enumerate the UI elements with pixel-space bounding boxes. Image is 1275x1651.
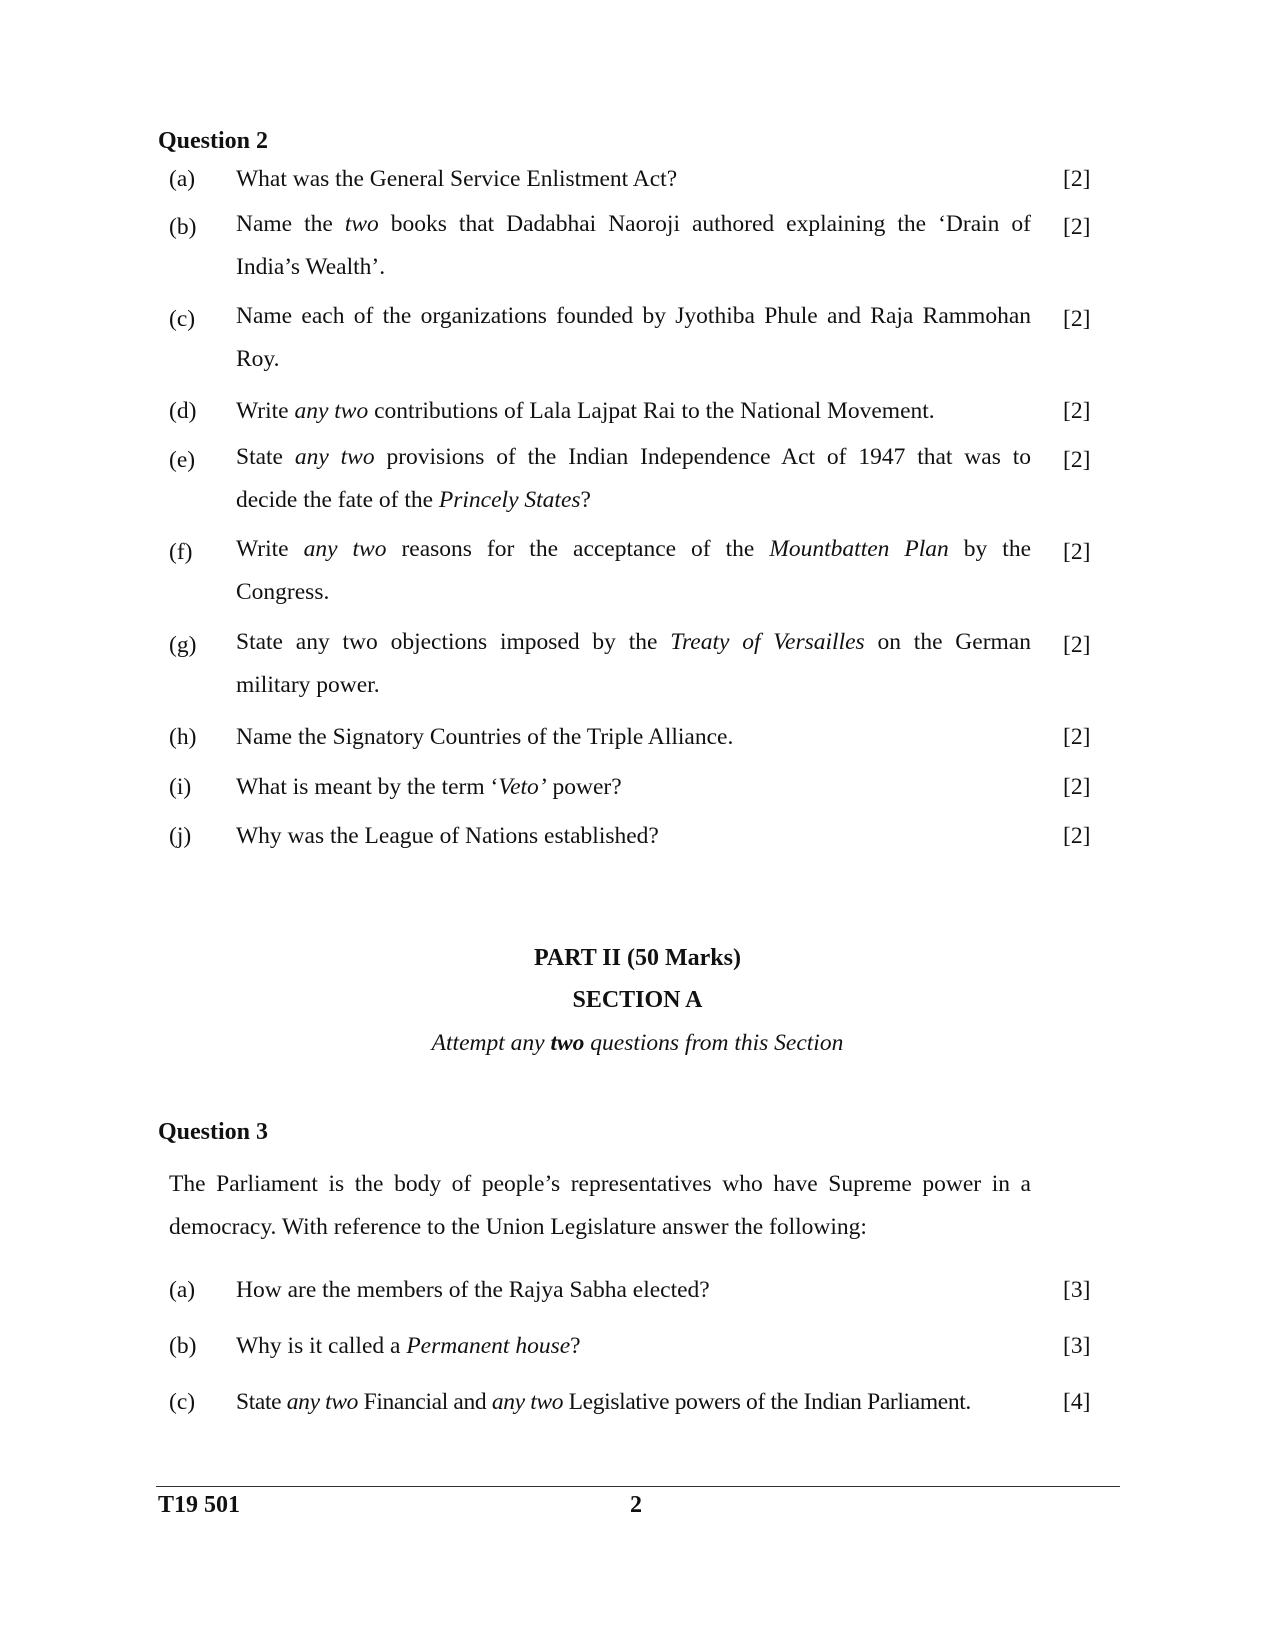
- item-marks: [3]: [1063, 1333, 1091, 1359]
- item-label: (a): [169, 166, 196, 192]
- item-marks: [2]: [1063, 632, 1091, 658]
- question-3-heading: Question 3: [158, 1119, 269, 1145]
- item-label: (f): [169, 539, 193, 565]
- question-2-heading: Question 2: [158, 128, 269, 154]
- item-text: State any two objections imposed by the Treaty of Versailles on the German military power.: [236, 629, 1031, 698]
- item-marks: [2]: [1063, 539, 1091, 565]
- footer-rule: [156, 1486, 1120, 1487]
- item-text: How are the members of the Rajya Sabha elected?: [236, 1277, 710, 1303]
- item-label: (e): [169, 447, 196, 473]
- item-marks: [2]: [1063, 823, 1091, 849]
- item-text: Name the Signatory Countries of the Triple Alliance.: [236, 724, 734, 750]
- item-text: State any two Financial and any two Legislative powers of the Indian Parliament.: [236, 1389, 971, 1415]
- item-label: (h): [169, 724, 197, 750]
- item-marks: [2]: [1063, 774, 1091, 800]
- item-label: (a): [169, 1277, 196, 1303]
- item-marks: [2]: [1063, 306, 1091, 332]
- item-label: (d): [169, 398, 197, 424]
- item-marks: [4]: [1063, 1389, 1091, 1415]
- item-text: Write any two contributions of Lala Lajpat Rai to the National Movement.: [236, 398, 935, 424]
- item-label: (j): [169, 823, 192, 849]
- section-title: SECTION A: [572, 987, 703, 1013]
- item-label: (c): [169, 306, 196, 332]
- item-marks: [2]: [1063, 724, 1091, 750]
- paper-code: T19 501: [158, 1492, 241, 1518]
- item-label: (b): [169, 1333, 197, 1359]
- item-text: Name each of the organizations founded by Jyothiba Phule and Raja Rammohan Roy.: [236, 303, 1031, 372]
- item-text: Write any two reasons for the acceptance of the Mountbatten Plan by the Congress.: [236, 536, 1032, 605]
- item-text: Why was the League of Nations established?: [236, 823, 659, 849]
- item-marks: [2]: [1063, 214, 1091, 240]
- part-title: PART II (50 Marks): [534, 945, 741, 971]
- item-marks: [2]: [1063, 447, 1091, 473]
- item-label: (b): [169, 214, 197, 240]
- item-marks: [3]: [1063, 1277, 1091, 1303]
- item-label: (g): [169, 632, 197, 658]
- page-number: 2: [630, 1492, 642, 1518]
- item-text: Why is it called a Permanent house?: [236, 1333, 581, 1359]
- item-text: Name the two books that Dadabhai Naoroji authored explaining the ‘Drain of India’s Wealth’.: [236, 211, 1031, 280]
- item-text: What is meant by the term ‘Veto’ power?: [236, 774, 622, 800]
- item-marks: [2]: [1063, 166, 1091, 192]
- item-marks: [2]: [1063, 398, 1091, 424]
- item-text: State any two provisions of the Indian Independence Act of 1947 that was to decide the fate of the Princely States?: [236, 444, 1031, 513]
- item-label: (i): [169, 774, 192, 800]
- q3-intro: The Parliament is the body of people’s representatives who have Supreme power in a democracy. With reference to the Union Legislature answer the following:: [169, 1171, 1031, 1240]
- item-text: What was the General Service Enlistment Act?: [236, 166, 678, 192]
- section-instruction: Attempt any two questions from this Section: [431, 1030, 844, 1056]
- item-label: (c): [169, 1389, 196, 1415]
